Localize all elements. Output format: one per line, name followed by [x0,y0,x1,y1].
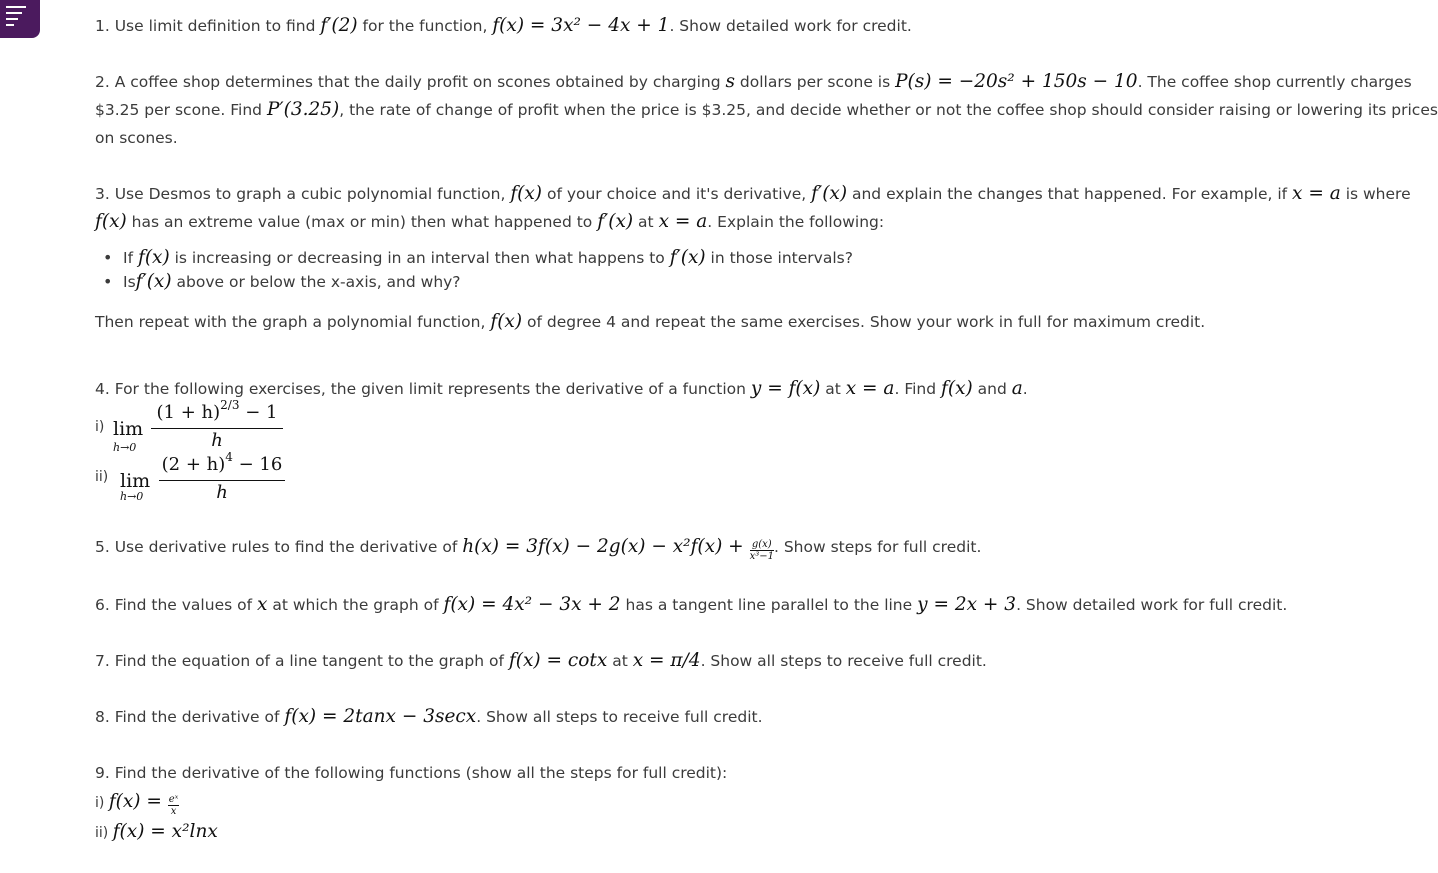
q4-i-label: i) [95,419,105,435]
q1-text-c: . Show detailed work for credit. [669,17,912,35]
q9-i-label: i) [95,795,109,811]
q4-math-2: x = a [845,378,895,399]
question-2-line-1 [95,68,1412,96]
question-6 [95,591,1287,619]
q4-math-3: f(x) [941,378,973,399]
q4-ii-num-base: (2 + h) [161,454,226,475]
q7-text-b: at [607,652,633,670]
q9-i-fraction [168,794,179,817]
question-9-ii [95,818,218,847]
question-1 [95,12,912,40]
question-2-line-3 [95,124,178,152]
q8-math-1: f(x) = 2tanx − 3secx [284,706,477,727]
q4-i-fraction-bar [151,428,283,429]
question-3-line-2 [95,208,884,236]
q9-ii-label: ii) [95,825,113,841]
q4-text-e: . [1022,380,1028,398]
q3-then-math: f(x) [490,311,523,332]
q2-math-2: P(s) = −20s² + 150s − 10 [895,71,1138,92]
question-5 [95,533,981,562]
q3-text-g: . Explain the following: [707,213,885,231]
q4-i-numerator [151,398,283,423]
q4-text-c: . Find [894,380,942,398]
question-3-line-1 [95,180,1411,208]
q4-ii-fraction [159,450,285,508]
q2-text-c: . The coffee shop currently charges [1137,73,1412,91]
q7-text-c: . Show all steps to receive full credit. [700,652,987,670]
q1-math-2: f(x) = 3x² − 4x + 1 [492,15,670,36]
q4-i-num-base: (1 + h) [156,402,221,423]
q2-text-a: 2. A coffee shop determines that the daily profit on scones obtained by charging [95,73,726,91]
q4-ii-label: ii) [95,469,109,485]
bullet-1-math-2: f′(x) [669,247,706,268]
q1-math-1: f′(2) [320,15,358,36]
q9-i-math: f(x) = [108,791,168,812]
q4-i-lim-sub: h→0 [113,441,137,454]
q4-ii-num-tail: − 16 [232,454,283,475]
question-7 [95,647,987,675]
q4-text-b: at [820,380,846,398]
q4-i-num-exp: 2/3 [220,398,240,412]
question-9 [95,759,727,787]
menu-button[interactable] [0,0,40,38]
question-9-i [95,788,179,817]
q3-then-text-a: Then repeat with the graph a polynomial function, [95,313,491,331]
q3-text-c: and explain the changes that happened. For example, if [847,185,1293,203]
list-item [123,246,853,270]
q6-text-a: 6. Find the values of [95,596,257,614]
q4-math-4: a [1011,378,1023,399]
q4-text-a: 4. For the following exercises, the given limit represents the derivative of a function [95,380,751,398]
q3-text-f: at [633,213,659,231]
question-8 [95,703,763,731]
q8-text-a: 8. Find the derivative of [95,708,285,726]
q4-i-num-tail: − 1 [239,402,278,423]
q4-i-limit [113,398,313,457]
q6-text-d: . Show detailed work for full credit. [1016,596,1288,614]
q3-text-d: is where [1340,185,1411,203]
q9-ii-math: f(x) = x²lnx [112,821,218,842]
bullet-1-text-a: If [123,249,138,267]
q4-ii-num-exp: 4 [225,450,233,464]
q3-text-b: of your choice and it's derivative, [542,185,812,203]
q9-text-a: 9. Find the derivative of the following functions (show all the steps for full credit): [95,764,728,782]
q3-bullet-list [123,246,853,294]
q4-i-fraction [151,398,283,456]
q4-i-lim-word: lim [113,418,144,440]
q8-text-b: . Show all steps to receive full credit. [476,708,763,726]
q5-text-b: . Show steps for full credit. [773,538,982,556]
q3-then-text-b: of degree 4 and repeat the same exercises. Show your work in full for maximum credit. [522,313,1206,331]
list-item [123,270,853,294]
q1-text-a: 1. Use limit definition to find [95,17,321,35]
bullet-2-text-b: above or below the x-axis, and why? [171,273,461,291]
q3-math-5: f′(x) [597,211,634,232]
q3-text-a: 3. Use Desmos to graph a cubic polynomial function, [95,185,511,203]
q4-ii-limit [119,452,319,507]
q4-ii-lim-sub: h→0 [120,490,144,503]
q4-ii-denominator: h [216,482,228,503]
q3-math-2: f′(x) [811,183,848,204]
question-2-line-2 [95,96,1438,124]
q5-math-1: h(x) = 3f(x) − 2g(x) − x²f(x) + [462,536,750,557]
q6-math-2: f(x) = 4x² − 3x + 2 [443,594,621,615]
q6-text-c: has a tangent line parallel to the line [620,596,918,614]
q3-math-1: f(x) [510,183,543,204]
q2-text-f: on scones. [95,129,178,147]
bullet-2-text-a: Is [123,273,136,291]
bullet-1-math-1: f(x) [137,247,170,268]
q2-text-e: , the rate of change of profit when the price is $3.25, and decide whether or not the coffee shop should consider raising or lowering its prices [339,101,1438,119]
q4-ii-fraction-bar [159,480,285,481]
bullet-2-math-1: f′(x) [135,271,172,292]
q5-fraction [750,539,774,562]
q7-math-2: x = π/4 [632,650,701,671]
q6-math-3: y = 2x + 3 [917,594,1017,615]
q2-math-3: P′(3.25) [266,99,340,120]
q1-text-b: for the function, [357,17,493,35]
q5-fraction-den: x³−1 [749,551,774,562]
q7-math-1: f(x) = cotx [508,650,608,671]
q4-ii-lim-word: lim [120,470,151,492]
q3-text-e: has an extreme value (max or min) then what happened to [126,213,598,231]
q5-fraction-num: g(x) [750,539,774,551]
q3-math-6: x = a [658,211,708,232]
bullet-1-text-c: in those intervals? [705,249,853,267]
q3-math-4: f(x) [95,211,127,232]
q9-i-fraction-num: eˣ [168,794,179,805]
q2-math-1: s [725,71,735,92]
q2-text-b: dollars per scone is [735,73,896,91]
q2-text-d: $3.25 per scone. Find [95,101,267,119]
q7-text-a: 7. Find the equation of a line tangent to the graph of [95,652,509,670]
q4-math-1: y = f(x) [750,378,821,399]
q5-text-a: 5. Use derivative rules to find the derivative of [95,538,463,556]
question-3-then [95,308,1205,336]
bullet-1-text-b: is increasing or decreasing in an interval then what happens to [169,249,670,267]
q6-text-b: at which the graph of [267,596,444,614]
q3-math-3: x = a [1292,183,1341,204]
q9-i-fraction-den: x [170,806,177,817]
q4-text-d: and [972,380,1012,398]
q6-math-1: x [256,594,268,615]
q4-ii-numerator [159,450,285,475]
q4-i-denominator: h [211,430,223,451]
